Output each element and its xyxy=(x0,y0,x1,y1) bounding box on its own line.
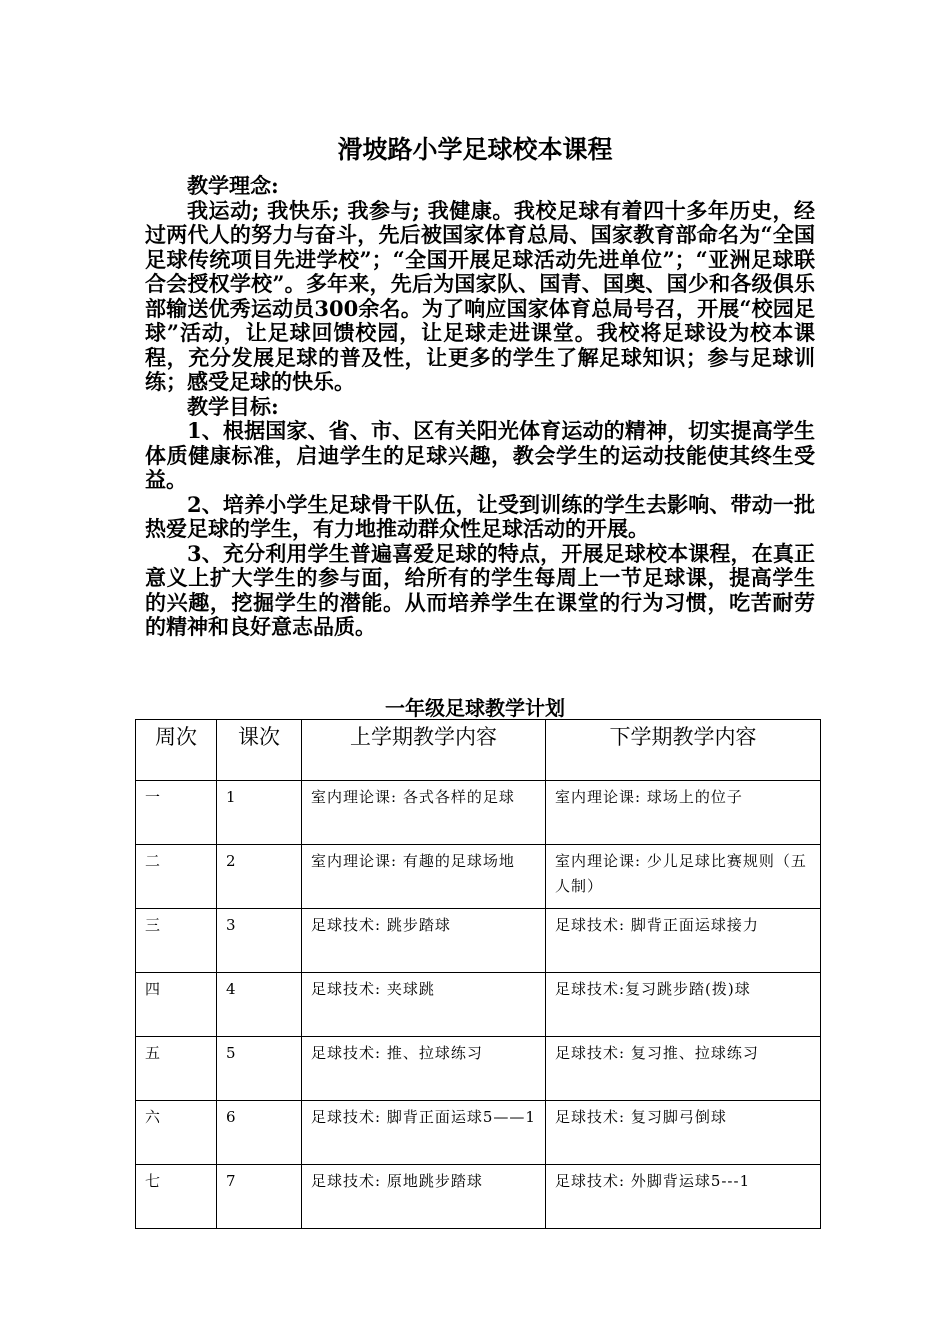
teaching-plan-table xyxy=(135,719,821,1229)
week-cell: 二 xyxy=(136,845,217,909)
teaching-goals-label: 教学目标: xyxy=(187,393,279,419)
table-row xyxy=(136,1101,821,1165)
second-semester-cell: 足球技术: 外脚背运球5---1 xyxy=(546,1165,821,1229)
week-cell: 六 xyxy=(136,1101,217,1165)
first-semester-cell: 足球技术: 夹球跳 xyxy=(302,973,546,1037)
lesson-cell: 2 xyxy=(217,845,302,909)
second-semester-cell: 室内理论课: 少儿足球比赛规则（五人制） xyxy=(546,845,821,909)
intro-section xyxy=(145,174,815,640)
week-cell: 一 xyxy=(136,781,217,845)
lesson-cell: 3 xyxy=(217,909,302,973)
table-row xyxy=(136,781,821,845)
lesson-cell: 1 xyxy=(217,781,302,845)
lesson-cell: 4 xyxy=(217,973,302,1037)
table-row xyxy=(136,1037,821,1101)
teaching-goal-1: 1、根据国家、省、市、区有关阳光体育运动的精神，切实提高学生体质健康标准，启迪学生的足球兴趣，教会学生的运动技能使其终生受益。 xyxy=(145,418,815,492)
second-semester-cell: 足球技术: 复习推、拉球练习 xyxy=(546,1037,821,1101)
document-title: 滑坡路小学足球校本课程 xyxy=(337,135,613,164)
teaching-goal-3: 3、充分利用学生普遍喜爱足球的特点，开展足球校本课程，在真正意义上扩大学生的参与面，给所有的学生每周上一节足球课，提高学生的兴趣，挖掘学生的潜能。从而培养学生在课堂的行为习惯，吃苦耐劳的精神和良好意志品质。 xyxy=(145,540,815,639)
week-cell: 五 xyxy=(136,1037,217,1101)
second-semester-cell: 足球技术: 脚背正面运球接力 xyxy=(546,909,821,973)
lesson-cell: 6 xyxy=(217,1101,302,1165)
first-semester-cell: 足球技术: 推、拉球练习 xyxy=(302,1037,546,1101)
week-cell: 三 xyxy=(136,909,217,973)
second-semester-cell: 足球技术: 复习脚弓倒球 xyxy=(546,1101,821,1165)
week-cell: 七 xyxy=(136,1165,217,1229)
second-semester-cell: 室内理论课: 球场上的位子 xyxy=(546,781,821,845)
table-row xyxy=(136,909,821,973)
table-row xyxy=(136,845,821,909)
second-semester-cell: 足球技术:复习跳步踏(拨)球 xyxy=(546,973,821,1037)
header-second-semester: 下学期教学内容 xyxy=(546,720,821,781)
week-cell: 四 xyxy=(136,973,217,1037)
teaching-philosophy-label: 教学理念: xyxy=(187,173,279,198)
table-row xyxy=(136,1165,821,1229)
plan-title: 一年级足球教学计划 xyxy=(385,696,565,720)
teaching-goal-2: 2、培养小学生足球骨干队伍，让受到训练的学生去影响、带动一批热爱足球的学生，有力地推动群众性足球活动的开展。 xyxy=(145,491,815,541)
first-semester-cell: 室内理论课: 各式各样的足球 xyxy=(302,781,546,845)
lesson-cell: 5 xyxy=(217,1037,302,1101)
header-first-semester: 上学期教学内容 xyxy=(302,720,546,781)
lesson-cell: 7 xyxy=(217,1165,302,1229)
first-semester-cell: 足球技术: 脚背正面运球5——1 xyxy=(302,1101,546,1165)
first-semester-cell: 室内理论课: 有趣的足球场地 xyxy=(302,845,546,909)
first-semester-cell: 足球技术: 原地跳步踏球 xyxy=(302,1165,546,1229)
header-week: 周次 xyxy=(136,720,217,781)
teaching-philosophy-paragraph: 我运动; 我快乐; 我参与; 我健康。我校足球有着四十多年历史，经过两代人的努力与奋斗，先后被国家体育总局、国家教育部命名为“全国足球传统项目先进学校”；“全国开展足球活动先进单位”；“亚洲足球联合会授权学校”。多年来，先后为国家队、国青、国奥、国少和各级俱乐部输送优秀运动员300余名。为了响应国家体育总局号召，开展“校园足球”活动，让足球回馈校园，让足球走进课堂。我校将足球设为校本课程，充分发展足球的普及性，让更多的学生了解足球知识；参与足球训练；感受足球的快乐。 xyxy=(145,197,815,394)
table-header-row xyxy=(136,720,821,781)
header-lesson: 课次 xyxy=(217,720,302,781)
first-semester-cell: 足球技术: 跳步踏球 xyxy=(302,909,546,973)
table-row xyxy=(136,973,821,1037)
